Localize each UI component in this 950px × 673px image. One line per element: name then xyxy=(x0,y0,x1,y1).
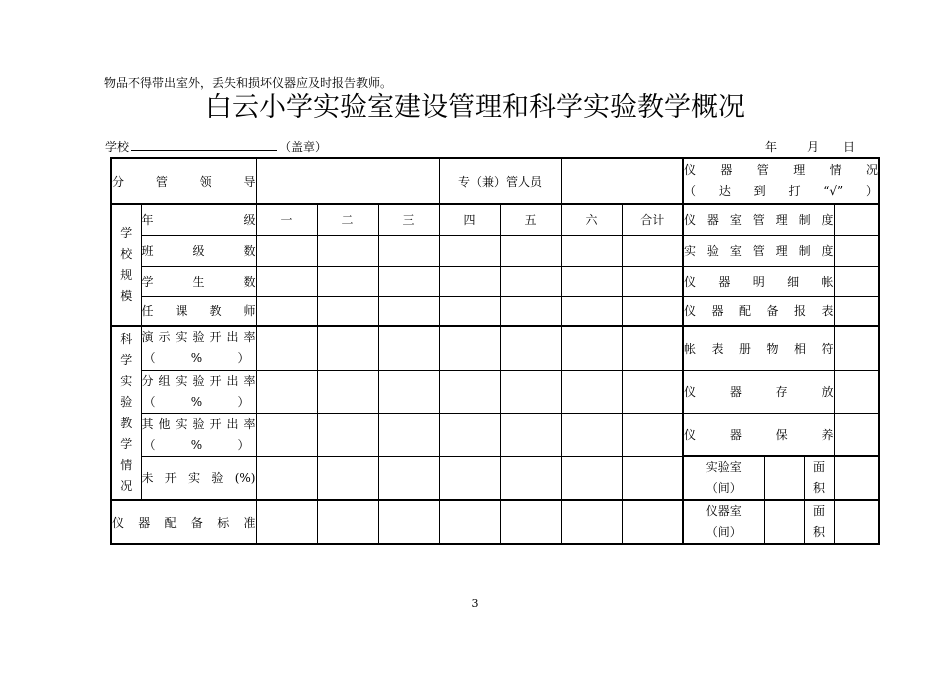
lab-area-label: 面 积 xyxy=(804,456,834,500)
table-cell[interactable] xyxy=(317,326,378,370)
table-cell[interactable] xyxy=(317,296,378,326)
mgmt-header-line1: 仪器管理情况 xyxy=(684,163,878,177)
table-cell[interactable] xyxy=(256,235,317,266)
table-cell[interactable] xyxy=(256,456,317,500)
page-number: 3 xyxy=(471,597,479,610)
date-month: 月 xyxy=(807,140,820,154)
demo-rate-label: 演示实验开出率 （%） xyxy=(141,326,256,370)
mgmt-item-6: 仪器存放 xyxy=(683,370,834,413)
students-label: 学生数 xyxy=(141,266,256,296)
inst-room-count[interactable] xyxy=(764,500,804,544)
table-cell[interactable] xyxy=(622,413,683,456)
grade-2: 二 xyxy=(317,204,378,235)
lab-area-value[interactable] xyxy=(834,456,879,500)
other-rate-label: 其他实验开出率 （%） xyxy=(141,413,256,456)
group-rate-label: 分组实验开出率 （%） xyxy=(141,370,256,413)
school-label: 学校 xyxy=(105,140,130,154)
table-cell[interactable] xyxy=(561,296,622,326)
mgmt-item-2: 实验室管理制度 xyxy=(683,235,834,266)
table-cell[interactable] xyxy=(317,413,378,456)
staff-value[interactable] xyxy=(561,158,683,204)
grade-3: 三 xyxy=(378,204,439,235)
school-name-blank[interactable] xyxy=(131,139,277,151)
school-scale-label: 学 校 规 模 xyxy=(111,204,141,326)
grade-1: 一 xyxy=(256,204,317,235)
leaders-value[interactable] xyxy=(256,158,439,204)
mgmt-check-6[interactable] xyxy=(834,370,879,413)
table-cell[interactable] xyxy=(256,326,317,370)
table-cell[interactable] xyxy=(256,413,317,456)
table-cell[interactable] xyxy=(439,500,500,544)
date-year: 年 xyxy=(765,140,778,154)
mgmt-check-3[interactable] xyxy=(834,266,879,296)
table-cell[interactable] xyxy=(439,296,500,326)
teachers-label: 任课教师 xyxy=(141,296,256,326)
science-label: 科 学 实 验 教 学 情 况 xyxy=(111,326,141,500)
table-cell[interactable] xyxy=(500,296,561,326)
notice-text: 物品不得带出室外，丢失和损坏仪器应及时报告教师。 xyxy=(104,76,393,90)
grade-4: 四 xyxy=(439,204,500,235)
grade-6: 六 xyxy=(561,204,622,235)
table-cell[interactable] xyxy=(500,370,561,413)
grade-total: 合计 xyxy=(622,204,683,235)
table-cell[interactable] xyxy=(622,500,683,544)
table-cell[interactable] xyxy=(622,456,683,500)
mgmt-item-1: 仪器室管理制度 xyxy=(683,204,834,235)
mgmt-check-1[interactable] xyxy=(834,204,879,235)
table-cell[interactable] xyxy=(378,500,439,544)
table-cell[interactable] xyxy=(500,500,561,544)
table-cell[interactable] xyxy=(317,370,378,413)
table-cell[interactable] xyxy=(378,326,439,370)
table-cell[interactable] xyxy=(256,500,317,544)
table-cell[interactable] xyxy=(378,456,439,500)
mgmt-header xyxy=(683,158,879,204)
table-cell[interactable] xyxy=(317,456,378,500)
table-cell[interactable] xyxy=(561,326,622,370)
mgmt-item-7: 仪器保养 xyxy=(683,413,834,456)
table-cell[interactable] xyxy=(378,266,439,296)
table-cell[interactable] xyxy=(317,500,378,544)
table-cell[interactable] xyxy=(500,326,561,370)
not-open-label: 未开实验(%) xyxy=(141,456,256,500)
date-day: 日 xyxy=(843,140,856,154)
inst-area-label: 面 积 xyxy=(804,500,834,544)
classes-label: 班级数 xyxy=(141,235,256,266)
seal-label: （盖章） xyxy=(279,140,328,154)
lab-room-label: 实验室 （间） xyxy=(683,456,764,500)
table-cell[interactable] xyxy=(439,266,500,296)
table-cell[interactable] xyxy=(561,456,622,500)
table-cell[interactable] xyxy=(439,370,500,413)
inst-area-value[interactable] xyxy=(834,500,879,544)
table-cell[interactable] xyxy=(439,413,500,456)
table-cell[interactable] xyxy=(317,235,378,266)
table-cell[interactable] xyxy=(561,370,622,413)
overview-table xyxy=(110,157,880,545)
table-cell[interactable] xyxy=(439,235,500,266)
table-cell[interactable] xyxy=(256,370,317,413)
table-cell[interactable] xyxy=(378,370,439,413)
table-cell[interactable] xyxy=(500,413,561,456)
table-cell[interactable] xyxy=(500,235,561,266)
table-cell[interactable] xyxy=(256,266,317,296)
table-cell[interactable] xyxy=(378,235,439,266)
mgmt-item-5: 帐表册物相符 xyxy=(683,326,834,370)
mgmt-check-2[interactable] xyxy=(834,235,879,266)
lab-room-count[interactable] xyxy=(764,456,804,500)
table-cell[interactable] xyxy=(439,456,500,500)
table-cell[interactable] xyxy=(561,413,622,456)
mgmt-item-4: 仪器配备报表 xyxy=(683,296,834,326)
table-cell[interactable] xyxy=(561,235,622,266)
table-cell[interactable] xyxy=(622,235,683,266)
table-cell[interactable] xyxy=(622,370,683,413)
table-cell[interactable] xyxy=(500,266,561,296)
table-cell[interactable] xyxy=(561,500,622,544)
page-title: 白云小学实验室建设管理和科学实验教学概况 xyxy=(205,92,745,123)
table-cell[interactable] xyxy=(622,266,683,296)
table-cell[interactable] xyxy=(622,296,683,326)
table-cell[interactable] xyxy=(500,456,561,500)
school-line xyxy=(105,138,327,155)
table-cell[interactable] xyxy=(378,296,439,326)
mgmt-check-4[interactable] xyxy=(834,296,879,326)
mgmt-header-line2: （达到打“√”） xyxy=(684,184,878,198)
table-cell[interactable] xyxy=(317,266,378,296)
grade-label: 年级 xyxy=(141,204,256,235)
leaders-label: 分管领导 xyxy=(111,158,256,204)
table-cell[interactable] xyxy=(439,326,500,370)
staff-label: 专（兼）管人员 xyxy=(439,158,561,204)
table-cell[interactable] xyxy=(378,413,439,456)
table-cell[interactable] xyxy=(622,326,683,370)
mgmt-check-7[interactable] xyxy=(834,413,879,456)
inst-room-label: 仪器室 （间） xyxy=(683,500,764,544)
table-cell[interactable] xyxy=(561,266,622,296)
mgmt-item-3: 仪器明细帐 xyxy=(683,266,834,296)
mgmt-check-5[interactable] xyxy=(834,326,879,370)
standard-label: 仪器配备标准 xyxy=(111,500,256,544)
grade-5: 五 xyxy=(500,204,561,235)
table-cell[interactable] xyxy=(256,296,317,326)
